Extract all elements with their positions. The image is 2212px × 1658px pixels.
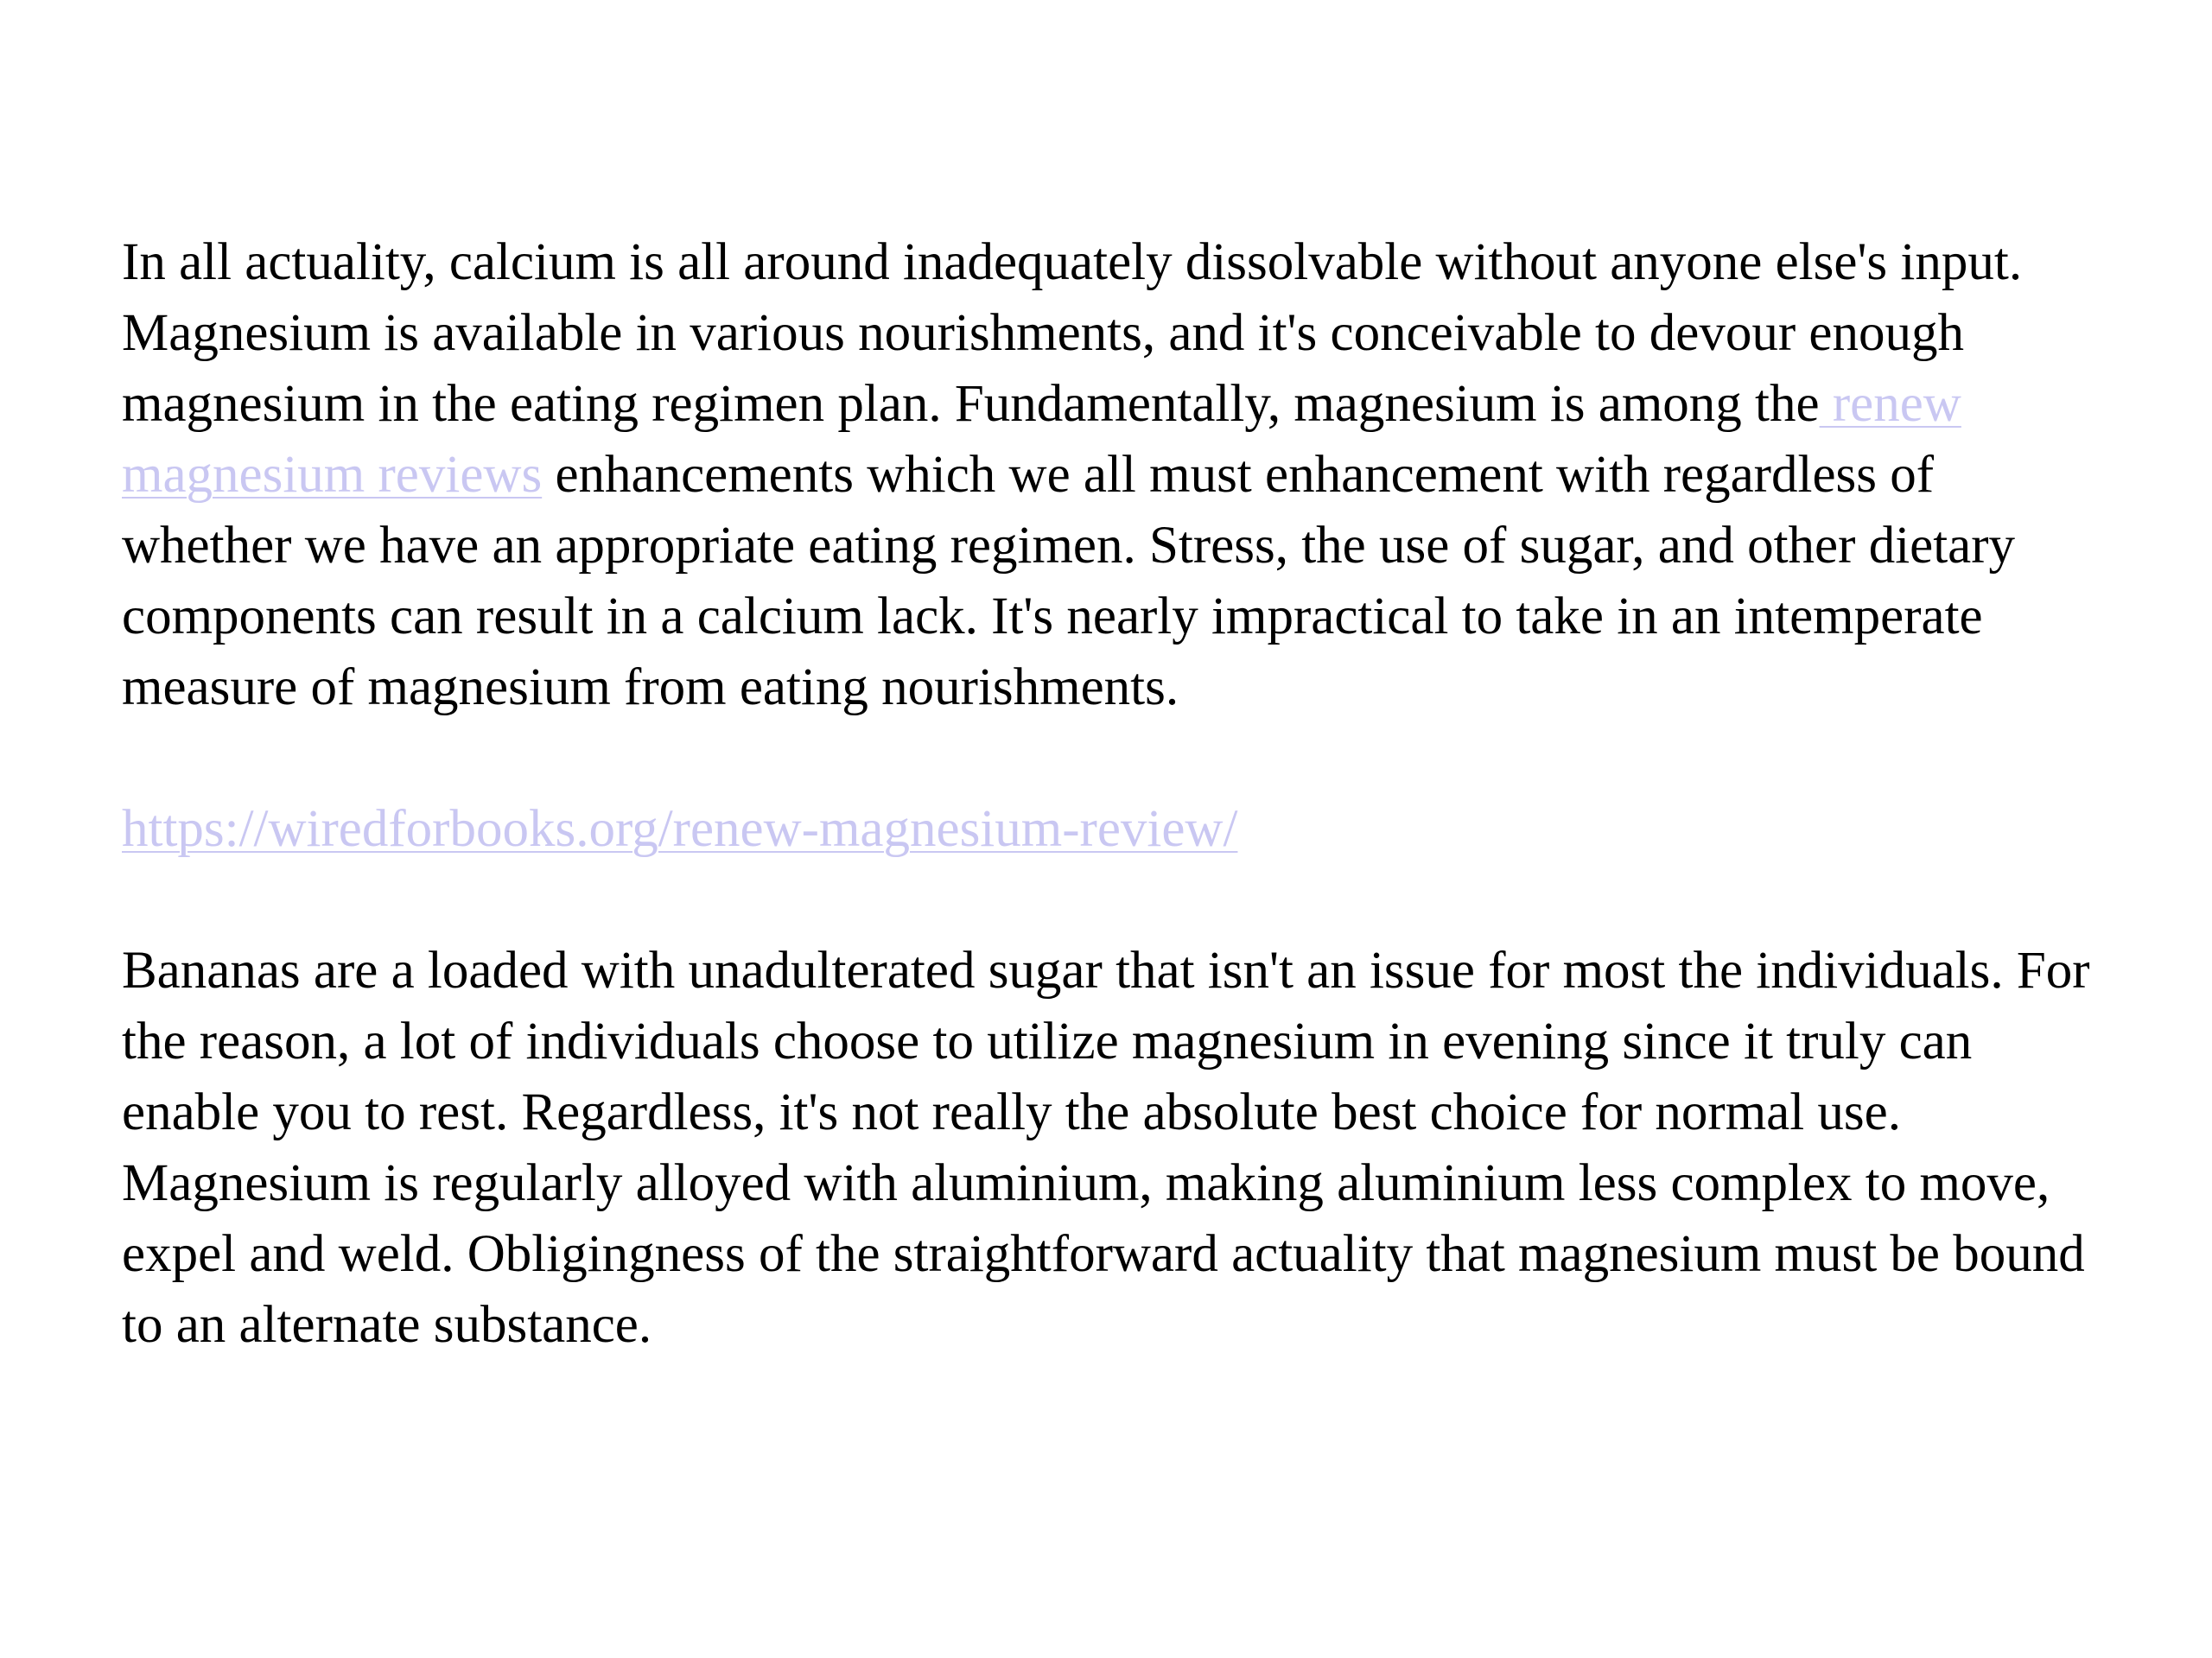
paragraph-bananas: Bananas are a loaded with unadulterated sugar that isn't an issue for most the individuals. For the reason, a lot of individuals choose to utilize magnesium in evening since it truly can enable you to rest. Regardless, it's not really the absolute best choice for normal use. Magnesium is regularly alloyed with aluminium, making aluminium less complex to move, expel and weld. Obligingness of the straightforward actuality that magnesium must be bound to an alternate substance. xyxy=(122,942,2090,1354)
renew-magnesium-reviews-link[interactable]: renew magnesium reviews xyxy=(122,375,1961,504)
paragraph-spacer xyxy=(122,723,2109,794)
paragraph-calcium-magnesium xyxy=(122,227,2109,723)
url-paragraph xyxy=(122,794,2109,865)
wiredforbooks-url-link[interactable]: https://wiredforbooks.org/renew-magnesium-review/ xyxy=(122,800,1238,858)
document-body xyxy=(122,227,2109,1361)
paragraph-1-text-end: enhancements which we all must enhancement with regardless of whether we have an appropriate eating regimen. Stress, the use of sugar, and other dietary components can result in a calcium lack. It's nearly impractical to take in an intemperate measure of magnesium from eating nourishments. xyxy=(122,446,2016,716)
paragraph-1-text-start: In all actuality, calcium is all around inadequately dissolvable without anyone else's input. Magnesium is available in various nourishments, and it's conceivable to devour enough magnesium in the eating regimen plan. Fundamentally, magnesium is among the xyxy=(122,233,2023,433)
paragraph-spacer xyxy=(122,865,2109,936)
